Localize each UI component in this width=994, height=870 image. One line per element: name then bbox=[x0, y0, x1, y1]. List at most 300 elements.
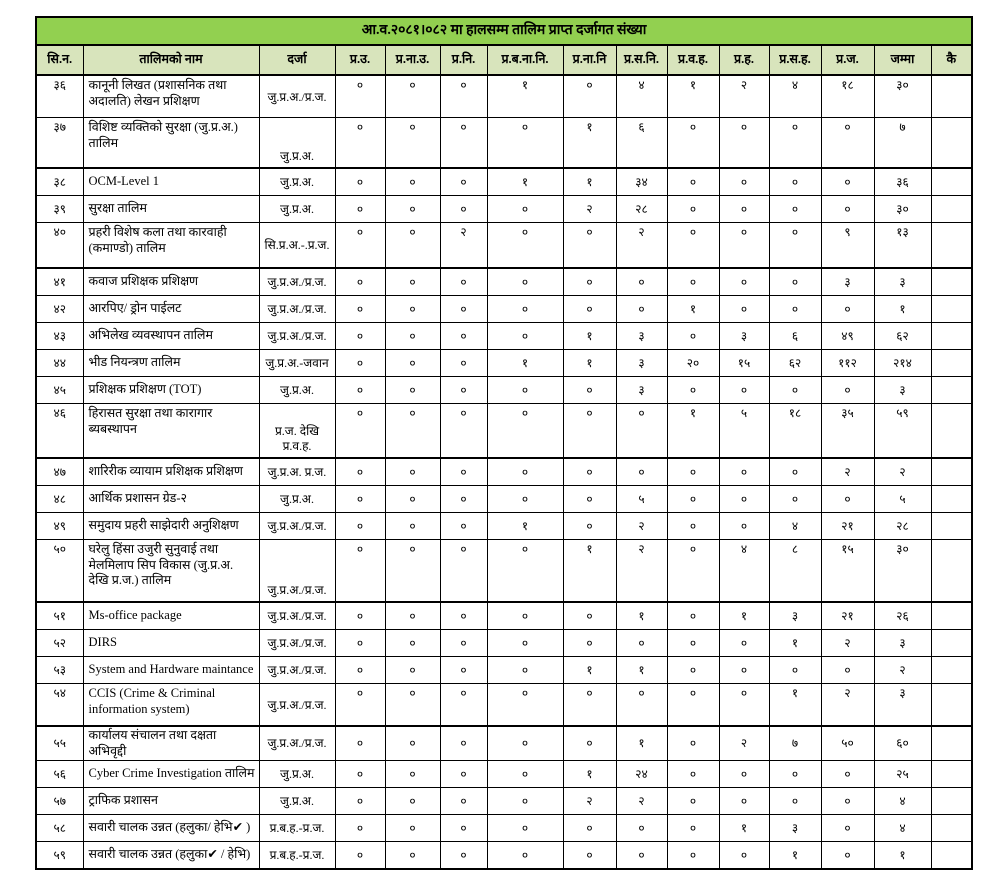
count-cell-pra-ha: ० bbox=[719, 268, 769, 296]
serial-cell: ३९ bbox=[36, 196, 83, 223]
training-name-cell: Ms-office package bbox=[83, 602, 259, 630]
count-cell-pra-ha: १५ bbox=[719, 350, 769, 377]
table-row-४७ bbox=[36, 458, 972, 486]
training-name-cell: आर्थिक प्रशासन ग्रेड-२ bbox=[83, 486, 259, 513]
count-cell-pra-wa-ha: ० bbox=[667, 761, 719, 788]
count-cell-pra-ja: ४९ bbox=[821, 323, 874, 350]
table-row-३७ bbox=[36, 118, 972, 169]
count-cell-pra-na-u: ० bbox=[385, 657, 440, 684]
report-sheet bbox=[35, 16, 973, 870]
count-cell-pra-u: ० bbox=[335, 196, 385, 223]
training-name-cell: विशिष्ट व्यक्तिको सुरक्षा (जु.प्र.अ.) तालिम bbox=[83, 118, 259, 169]
remark-cell bbox=[931, 630, 972, 657]
count-cell-pra-ba-na-ni: ० bbox=[487, 486, 563, 513]
count-cell-pra-wa-ha: ० bbox=[667, 657, 719, 684]
count-cell-pra-sa-ni: ० bbox=[616, 404, 667, 459]
table-row-४५ bbox=[36, 377, 972, 404]
serial-cell: ५१ bbox=[36, 602, 83, 630]
table-row-५२ bbox=[36, 630, 972, 657]
count-cell-pra-sa-ni: ४ bbox=[616, 75, 667, 118]
count-cell-pra-u: ० bbox=[335, 268, 385, 296]
count-cell-pra-ha: ५ bbox=[719, 404, 769, 459]
training-name-cell: प्रशिक्षक प्रशिक्षण (TOT) bbox=[83, 377, 259, 404]
total-cell: २१४ bbox=[874, 350, 931, 377]
serial-cell: ५९ bbox=[36, 842, 83, 870]
count-cell-pra-ba-na-ni: ० bbox=[487, 540, 563, 603]
count-cell-pra-ja: २ bbox=[821, 684, 874, 727]
count-cell-pra-ja: ० bbox=[821, 296, 874, 323]
count-cell-pra-ha: ० bbox=[719, 458, 769, 486]
serial-cell: ५८ bbox=[36, 815, 83, 842]
total-cell: ५ bbox=[874, 486, 931, 513]
rank-cell: जु.प्र.अ./प्र.ज. bbox=[259, 268, 335, 296]
count-cell-pra-ni: २ bbox=[440, 223, 487, 269]
count-cell-pra-ja: ० bbox=[821, 196, 874, 223]
count-cell-pra-ja: २ bbox=[821, 630, 874, 657]
column-header-11: प्र.स.ह. bbox=[769, 45, 821, 75]
remark-cell bbox=[931, 842, 972, 870]
table-row-५० bbox=[36, 540, 972, 603]
count-cell-pra-ni: ० bbox=[440, 168, 487, 196]
count-cell-pra-ba-na-ni: ० bbox=[487, 630, 563, 657]
serial-cell: ४० bbox=[36, 223, 83, 269]
count-cell-pra-na-ni2: ० bbox=[563, 842, 616, 870]
total-cell: ३० bbox=[874, 75, 931, 118]
rank-cell: जु.प्र.अ./प्र.ज. bbox=[259, 684, 335, 727]
count-cell-pra-ja: ९ bbox=[821, 223, 874, 269]
table-row-५८ bbox=[36, 815, 972, 842]
count-cell-pra-na-u: ० bbox=[385, 815, 440, 842]
count-cell-pra-u: ० bbox=[335, 726, 385, 761]
count-cell-pra-wa-ha: २० bbox=[667, 350, 719, 377]
count-cell-pra-u: ० bbox=[335, 684, 385, 727]
remark-cell bbox=[931, 323, 972, 350]
total-cell: ३० bbox=[874, 196, 931, 223]
training-name-cell: Cyber Crime Investigation तालिम bbox=[83, 761, 259, 788]
rank-cell: जु.प्र.अ. bbox=[259, 788, 335, 815]
count-cell-pra-sa-ni: १ bbox=[616, 726, 667, 761]
count-cell-pra-wa-ha: ० bbox=[667, 377, 719, 404]
count-cell-pra-na-u: ० bbox=[385, 726, 440, 761]
count-cell-pra-na-u: ० bbox=[385, 223, 440, 269]
count-cell-pra-ja: १५ bbox=[821, 540, 874, 603]
count-cell-pra-sa-ha: ४ bbox=[769, 513, 821, 540]
count-cell-pra-na-u: ० bbox=[385, 268, 440, 296]
table-row-४९ bbox=[36, 513, 972, 540]
column-header-10: प्र.ह. bbox=[719, 45, 769, 75]
training-name-cell: ट्राफिक प्रशासन bbox=[83, 788, 259, 815]
count-cell-pra-u: ० bbox=[335, 788, 385, 815]
rank-cell: जु.प्र.अ. bbox=[259, 761, 335, 788]
rank-cell: जु.प्र.अ. bbox=[259, 196, 335, 223]
count-cell-pra-ja: ३ bbox=[821, 268, 874, 296]
table-row-४२ bbox=[36, 296, 972, 323]
count-cell-pra-u: ० bbox=[335, 223, 385, 269]
count-cell-pra-ba-na-ni: १ bbox=[487, 168, 563, 196]
count-cell-pra-sa-ha: १ bbox=[769, 630, 821, 657]
table-row-५१ bbox=[36, 602, 972, 630]
count-cell-pra-sa-ha: ० bbox=[769, 788, 821, 815]
count-cell-pra-sa-ni: ३४ bbox=[616, 168, 667, 196]
count-cell-pra-ba-na-ni: ० bbox=[487, 323, 563, 350]
count-cell-pra-na-ni2: १ bbox=[563, 168, 616, 196]
serial-cell: ५७ bbox=[36, 788, 83, 815]
count-cell-pra-sa-ni: २८ bbox=[616, 196, 667, 223]
count-cell-pra-sa-ni: २ bbox=[616, 223, 667, 269]
count-cell-pra-ba-na-ni: ० bbox=[487, 761, 563, 788]
count-cell-pra-ja: १८ bbox=[821, 75, 874, 118]
training-name-cell: आरपिए/ ड्रोन पाईलट bbox=[83, 296, 259, 323]
serial-cell: ४३ bbox=[36, 323, 83, 350]
count-cell-pra-ni: ० bbox=[440, 726, 487, 761]
count-cell-pra-sa-ni: ३ bbox=[616, 350, 667, 377]
remark-cell bbox=[931, 268, 972, 296]
count-cell-pra-na-ni2: ० bbox=[563, 630, 616, 657]
count-cell-pra-ba-na-ni: ० bbox=[487, 377, 563, 404]
count-cell-pra-sa-ni: ५ bbox=[616, 486, 667, 513]
table-row-४० bbox=[36, 223, 972, 269]
count-cell-pra-ha: ० bbox=[719, 377, 769, 404]
count-cell-pra-ba-na-ni: १ bbox=[487, 350, 563, 377]
remark-cell bbox=[931, 761, 972, 788]
count-cell-pra-ja: ० bbox=[821, 761, 874, 788]
count-cell-pra-ha: ० bbox=[719, 296, 769, 323]
count-cell-pra-na-u: ० bbox=[385, 486, 440, 513]
count-cell-pra-ba-na-ni: ० bbox=[487, 726, 563, 761]
count-cell-pra-u: ० bbox=[335, 350, 385, 377]
count-cell-pra-na-ni2: ० bbox=[563, 268, 616, 296]
count-cell-pra-na-ni2: ० bbox=[563, 404, 616, 459]
table-title: आ.व.२०८१।०८२ मा हालसम्म तालिम प्राप्त दर्जागत संख्या bbox=[36, 17, 972, 45]
count-cell-pra-na-u: ० bbox=[385, 377, 440, 404]
training-name-cell: प्रहरी विशेष कला तथा कारवाही (कमाण्डो) तालिम bbox=[83, 223, 259, 269]
rank-cell: जु.प्र.अ. प्र.ज. bbox=[259, 458, 335, 486]
training-name-cell: भीड नियन्त्रण तालिम bbox=[83, 350, 259, 377]
training-name-cell: DIRS bbox=[83, 630, 259, 657]
count-cell-pra-ni: ० bbox=[440, 268, 487, 296]
count-cell-pra-na-ni2: ० bbox=[563, 296, 616, 323]
count-cell-pra-ba-na-ni: ० bbox=[487, 223, 563, 269]
count-cell-pra-u: ० bbox=[335, 168, 385, 196]
remark-cell bbox=[931, 75, 972, 118]
count-cell-pra-sa-ni: २ bbox=[616, 540, 667, 603]
rank-cell: जु.प्र.अ. bbox=[259, 168, 335, 196]
count-cell-pra-sa-ha: ० bbox=[769, 458, 821, 486]
count-cell-pra-wa-ha: ० bbox=[667, 486, 719, 513]
total-cell: २ bbox=[874, 458, 931, 486]
count-cell-pra-ba-na-ni: १ bbox=[487, 513, 563, 540]
count-cell-pra-na-ni2: १ bbox=[563, 540, 616, 603]
column-header-2: दर्जा bbox=[259, 45, 335, 75]
rank-cell: जु.प्र.अ./प्र.ज. bbox=[259, 323, 335, 350]
serial-cell: ५४ bbox=[36, 684, 83, 727]
rank-cell: जु.प्र.अ./प्र.ज. bbox=[259, 726, 335, 761]
count-cell-pra-wa-ha: ० bbox=[667, 630, 719, 657]
rank-cell: जु.प्र.अ.-जवान bbox=[259, 350, 335, 377]
count-cell-pra-wa-ha: ० bbox=[667, 196, 719, 223]
count-cell-pra-ja: ० bbox=[821, 486, 874, 513]
table-row-५६ bbox=[36, 761, 972, 788]
count-cell-pra-na-u: ० bbox=[385, 75, 440, 118]
count-cell-pra-sa-ni: ० bbox=[616, 684, 667, 727]
count-cell-pra-na-u: ० bbox=[385, 513, 440, 540]
count-cell-pra-na-ni2: १ bbox=[563, 323, 616, 350]
count-cell-pra-sa-ni: ० bbox=[616, 458, 667, 486]
count-cell-pra-ja: २१ bbox=[821, 513, 874, 540]
table-row-५४ bbox=[36, 684, 972, 727]
table-row-५९ bbox=[36, 842, 972, 870]
count-cell-pra-na-ni2: ० bbox=[563, 377, 616, 404]
count-cell-pra-wa-ha: ० bbox=[667, 815, 719, 842]
count-cell-pra-ja: २ bbox=[821, 458, 874, 486]
training-name-cell: अभिलेख व्यवस्थापन तालिम bbox=[83, 323, 259, 350]
count-cell-pra-na-ni2: २ bbox=[563, 788, 616, 815]
count-cell-pra-na-u: ० bbox=[385, 350, 440, 377]
count-cell-pra-ja: २१ bbox=[821, 602, 874, 630]
count-cell-pra-ha: ० bbox=[719, 168, 769, 196]
count-cell-pra-ni: ० bbox=[440, 513, 487, 540]
count-cell-pra-wa-ha: ० bbox=[667, 513, 719, 540]
rank-cell: जु.प्र.अ. bbox=[259, 377, 335, 404]
count-cell-pra-na-ni2: ० bbox=[563, 223, 616, 269]
count-cell-pra-sa-ni: ० bbox=[616, 630, 667, 657]
count-cell-pra-ba-na-ni: ० bbox=[487, 296, 563, 323]
remark-cell bbox=[931, 168, 972, 196]
count-cell-pra-sa-ni: ३ bbox=[616, 377, 667, 404]
count-cell-pra-ni: ० bbox=[440, 350, 487, 377]
training-summary-table bbox=[35, 16, 973, 870]
count-cell-pra-ha: ० bbox=[719, 657, 769, 684]
remark-cell bbox=[931, 726, 972, 761]
total-cell: २६ bbox=[874, 602, 931, 630]
count-cell-pra-ba-na-ni: ० bbox=[487, 404, 563, 459]
count-cell-pra-ha: ० bbox=[719, 684, 769, 727]
serial-cell: ४२ bbox=[36, 296, 83, 323]
count-cell-pra-u: ० bbox=[335, 842, 385, 870]
count-cell-pra-sa-ni: ३ bbox=[616, 323, 667, 350]
count-cell-pra-wa-ha: ० bbox=[667, 842, 719, 870]
count-cell-pra-ha: ४ bbox=[719, 540, 769, 603]
count-cell-pra-u: ० bbox=[335, 486, 385, 513]
count-cell-pra-ba-na-ni: ० bbox=[487, 788, 563, 815]
count-cell-pra-u: ० bbox=[335, 513, 385, 540]
count-cell-pra-na-ni2: ० bbox=[563, 458, 616, 486]
rank-cell: जु.प्र.अ./प्र.ज. bbox=[259, 630, 335, 657]
table-row-३६ bbox=[36, 75, 972, 118]
training-name-cell: शारिरीक व्यायाम प्रशिक्षक प्रशिक्षण bbox=[83, 458, 259, 486]
serial-cell: ४९ bbox=[36, 513, 83, 540]
count-cell-pra-ni: ० bbox=[440, 657, 487, 684]
count-cell-pra-sa-ha: ० bbox=[769, 223, 821, 269]
count-cell-pra-ja: ५० bbox=[821, 726, 874, 761]
count-cell-pra-sa-ha: ० bbox=[769, 377, 821, 404]
count-cell-pra-ja: ० bbox=[821, 168, 874, 196]
table-body bbox=[36, 75, 972, 869]
count-cell-pra-na-u: ० bbox=[385, 788, 440, 815]
serial-cell: ५० bbox=[36, 540, 83, 603]
count-cell-pra-sa-ha: ० bbox=[769, 118, 821, 169]
serial-cell: ४६ bbox=[36, 404, 83, 459]
count-cell-pra-na-u: ० bbox=[385, 684, 440, 727]
count-cell-pra-ni: ० bbox=[440, 75, 487, 118]
table-row-५३ bbox=[36, 657, 972, 684]
count-cell-pra-ni: ० bbox=[440, 630, 487, 657]
count-cell-pra-u: ० bbox=[335, 815, 385, 842]
count-cell-pra-wa-ha: ० bbox=[667, 458, 719, 486]
total-cell: ३० bbox=[874, 540, 931, 603]
rank-cell: जु.प्र.अ./प्र.ज. bbox=[259, 657, 335, 684]
count-cell-pra-ba-na-ni: १ bbox=[487, 75, 563, 118]
total-cell: ३ bbox=[874, 377, 931, 404]
count-cell-pra-sa-ni: ० bbox=[616, 842, 667, 870]
serial-cell: ४८ bbox=[36, 486, 83, 513]
count-cell-pra-ni: ० bbox=[440, 788, 487, 815]
count-cell-pra-ha: २ bbox=[719, 726, 769, 761]
table-row-४४ bbox=[36, 350, 972, 377]
count-cell-pra-sa-ha: १ bbox=[769, 842, 821, 870]
total-cell: ६२ bbox=[874, 323, 931, 350]
remark-cell bbox=[931, 513, 972, 540]
training-name-cell: OCM-Level 1 bbox=[83, 168, 259, 196]
count-cell-pra-ni: ० bbox=[440, 323, 487, 350]
count-cell-pra-sa-ha: ० bbox=[769, 486, 821, 513]
rank-cell: प्र.ब.ह.-प्र.ज. bbox=[259, 815, 335, 842]
column-header-9: प्र.व.ह. bbox=[667, 45, 719, 75]
remark-cell bbox=[931, 404, 972, 459]
count-cell-pra-ni: ० bbox=[440, 486, 487, 513]
rank-cell: जु.प्र.अ./प्र.ज. bbox=[259, 540, 335, 603]
count-cell-pra-ni: ० bbox=[440, 815, 487, 842]
rank-cell: जु.प्र.अ./प्र.ज. bbox=[259, 296, 335, 323]
count-cell-pra-sa-ha: ७ bbox=[769, 726, 821, 761]
count-cell-pra-ni: ० bbox=[440, 377, 487, 404]
remark-cell bbox=[931, 296, 972, 323]
total-cell: ४ bbox=[874, 788, 931, 815]
count-cell-pra-ni: ० bbox=[440, 296, 487, 323]
count-cell-pra-ha: ० bbox=[719, 842, 769, 870]
remark-cell bbox=[931, 118, 972, 169]
count-cell-pra-u: ० bbox=[335, 761, 385, 788]
remark-cell bbox=[931, 788, 972, 815]
serial-cell: ३७ bbox=[36, 118, 83, 169]
count-cell-pra-wa-ha: ० bbox=[667, 788, 719, 815]
training-name-cell: समुदाय प्रहरी साझेदारी अनुशिक्षण bbox=[83, 513, 259, 540]
count-cell-pra-na-ni2: ० bbox=[563, 513, 616, 540]
column-header-13: जम्मा bbox=[874, 45, 931, 75]
count-cell-pra-sa-ni: ० bbox=[616, 815, 667, 842]
serial-cell: ५२ bbox=[36, 630, 83, 657]
rank-cell: जु.प्र.अ. bbox=[259, 486, 335, 513]
count-cell-pra-sa-ha: ६२ bbox=[769, 350, 821, 377]
count-cell-pra-sa-ha: ४ bbox=[769, 75, 821, 118]
serial-cell: ४४ bbox=[36, 350, 83, 377]
count-cell-pra-na-u: ० bbox=[385, 323, 440, 350]
count-cell-pra-sa-ni: २ bbox=[616, 513, 667, 540]
rank-cell: जु.प्र.अ. bbox=[259, 118, 335, 169]
serial-cell: ५३ bbox=[36, 657, 83, 684]
table-row-३८ bbox=[36, 168, 972, 196]
count-cell-pra-ha: २ bbox=[719, 75, 769, 118]
count-cell-pra-ba-na-ni: ० bbox=[487, 118, 563, 169]
serial-cell: ३६ bbox=[36, 75, 83, 118]
count-cell-pra-u: ० bbox=[335, 296, 385, 323]
count-cell-pra-ja: ३५ bbox=[821, 404, 874, 459]
total-cell: ३ bbox=[874, 630, 931, 657]
remark-cell bbox=[931, 657, 972, 684]
serial-cell: ५५ bbox=[36, 726, 83, 761]
count-cell-pra-ba-na-ni: ० bbox=[487, 268, 563, 296]
count-cell-pra-u: ० bbox=[335, 630, 385, 657]
count-cell-pra-ba-na-ni: ० bbox=[487, 657, 563, 684]
count-cell-pra-sa-ha: ६ bbox=[769, 323, 821, 350]
count-cell-pra-na-u: ० bbox=[385, 296, 440, 323]
table-row-४८ bbox=[36, 486, 972, 513]
training-name-cell: सुरक्षा तालिम bbox=[83, 196, 259, 223]
table-row-५७ bbox=[36, 788, 972, 815]
count-cell-pra-wa-ha: ० bbox=[667, 223, 719, 269]
count-cell-pra-ni: ० bbox=[440, 196, 487, 223]
count-cell-pra-wa-ha: ० bbox=[667, 168, 719, 196]
table-row-५५ bbox=[36, 726, 972, 761]
count-cell-pra-na-ni2: ० bbox=[563, 486, 616, 513]
count-cell-pra-na-ni2: ० bbox=[563, 602, 616, 630]
remark-cell bbox=[931, 684, 972, 727]
count-cell-pra-sa-ni: २ bbox=[616, 788, 667, 815]
count-cell-pra-ba-na-ni: ० bbox=[487, 815, 563, 842]
total-cell: १३ bbox=[874, 223, 931, 269]
count-cell-pra-ba-na-ni: ० bbox=[487, 458, 563, 486]
count-cell-pra-na-u: ० bbox=[385, 168, 440, 196]
total-cell: ७ bbox=[874, 118, 931, 169]
total-cell: ५९ bbox=[874, 404, 931, 459]
total-cell: २ bbox=[874, 657, 931, 684]
count-cell-pra-ha: ० bbox=[719, 196, 769, 223]
count-cell-pra-ha: ० bbox=[719, 630, 769, 657]
count-cell-pra-ni: ० bbox=[440, 404, 487, 459]
count-cell-pra-na-ni2: १ bbox=[563, 118, 616, 169]
remark-cell bbox=[931, 458, 972, 486]
total-cell: ३६ bbox=[874, 168, 931, 196]
serial-cell: ५६ bbox=[36, 761, 83, 788]
count-cell-pra-sa-ni: २४ bbox=[616, 761, 667, 788]
total-cell: १ bbox=[874, 842, 931, 870]
training-name-cell: कार्यालय संचालन तथा दक्षता अभिवृद्दी bbox=[83, 726, 259, 761]
count-cell-pra-na-ni2: ० bbox=[563, 75, 616, 118]
count-cell-pra-ja: ११२ bbox=[821, 350, 874, 377]
training-name-cell: CCIS (Crime & Criminal information system) bbox=[83, 684, 259, 727]
count-cell-pra-ba-na-ni: ० bbox=[487, 842, 563, 870]
remark-cell bbox=[931, 196, 972, 223]
training-name-cell: कवाज प्रशिक्षक प्रशिक्षण bbox=[83, 268, 259, 296]
count-cell-pra-ha: ० bbox=[719, 486, 769, 513]
remark-cell bbox=[931, 540, 972, 603]
count-cell-pra-wa-ha: ० bbox=[667, 268, 719, 296]
serial-cell: ४७ bbox=[36, 458, 83, 486]
count-cell-pra-na-u: ० bbox=[385, 842, 440, 870]
remark-cell bbox=[931, 486, 972, 513]
count-cell-pra-u: ० bbox=[335, 404, 385, 459]
count-cell-pra-na-ni2: १ bbox=[563, 761, 616, 788]
total-cell: ३ bbox=[874, 684, 931, 727]
count-cell-pra-ja: ० bbox=[821, 377, 874, 404]
rank-cell: जु.प्र.अ./प्र.ज. bbox=[259, 602, 335, 630]
count-cell-pra-sa-ha: ० bbox=[769, 168, 821, 196]
rank-cell: प्र.ज. देखि प्र.व.ह. bbox=[259, 404, 335, 459]
column-header-5: प्र.नि. bbox=[440, 45, 487, 75]
column-header-8: प्र.स.नि. bbox=[616, 45, 667, 75]
title-row bbox=[36, 17, 972, 45]
count-cell-pra-ni: ० bbox=[440, 118, 487, 169]
